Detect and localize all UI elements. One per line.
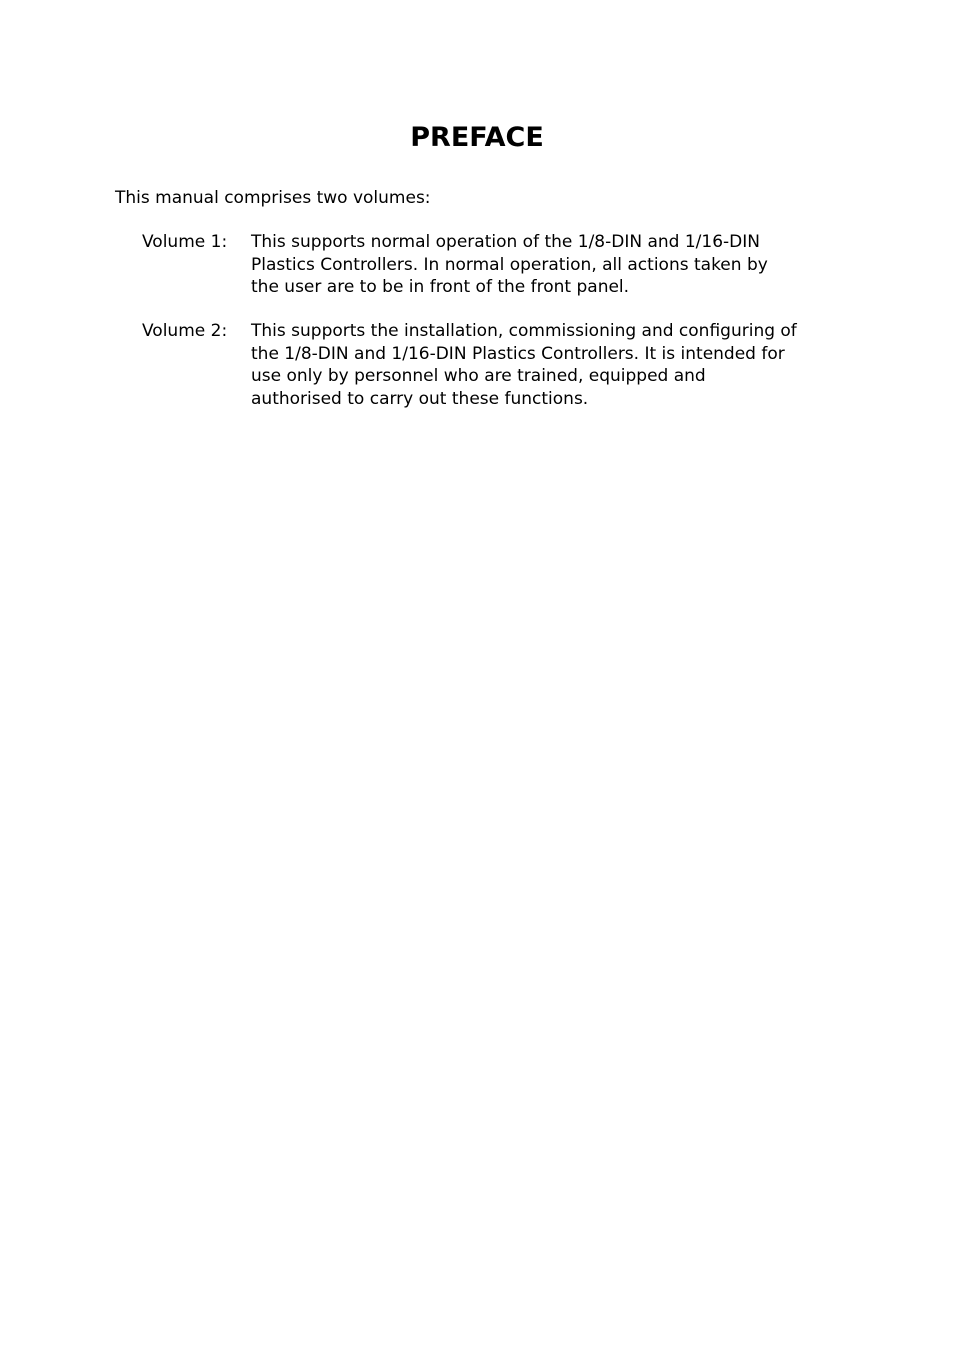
volume-1-line: Plastics Controllers. In normal operation, all actions taken by [251,254,768,275]
volume-2-description [251,320,822,410]
volume-2-label: Volume 2: [142,321,228,341]
volume-1-description [251,231,822,299]
volume-2-line: use only by personnel who are trained, equipped and [251,366,706,386]
volume-1-line: This supports normal operation of the 1/8-DIN and 1/16-DIN [251,232,760,252]
page-title: PREFACE [410,122,544,153]
volume-2-line: This supports the installation, commissioning and configuring of [251,321,797,341]
intro-paragraph: This manual comprises two volumes: [115,188,431,208]
volume-2-line: the 1/8-DIN and 1/16-DIN Plastics Controllers. It is intended for [251,343,785,364]
volume-1-line: the user are to be in front of the front panel. [251,277,630,297]
volume-2-line: authorised to carry out these functions. [251,388,589,409]
volume-1-label: Volume 1: [142,232,228,252]
